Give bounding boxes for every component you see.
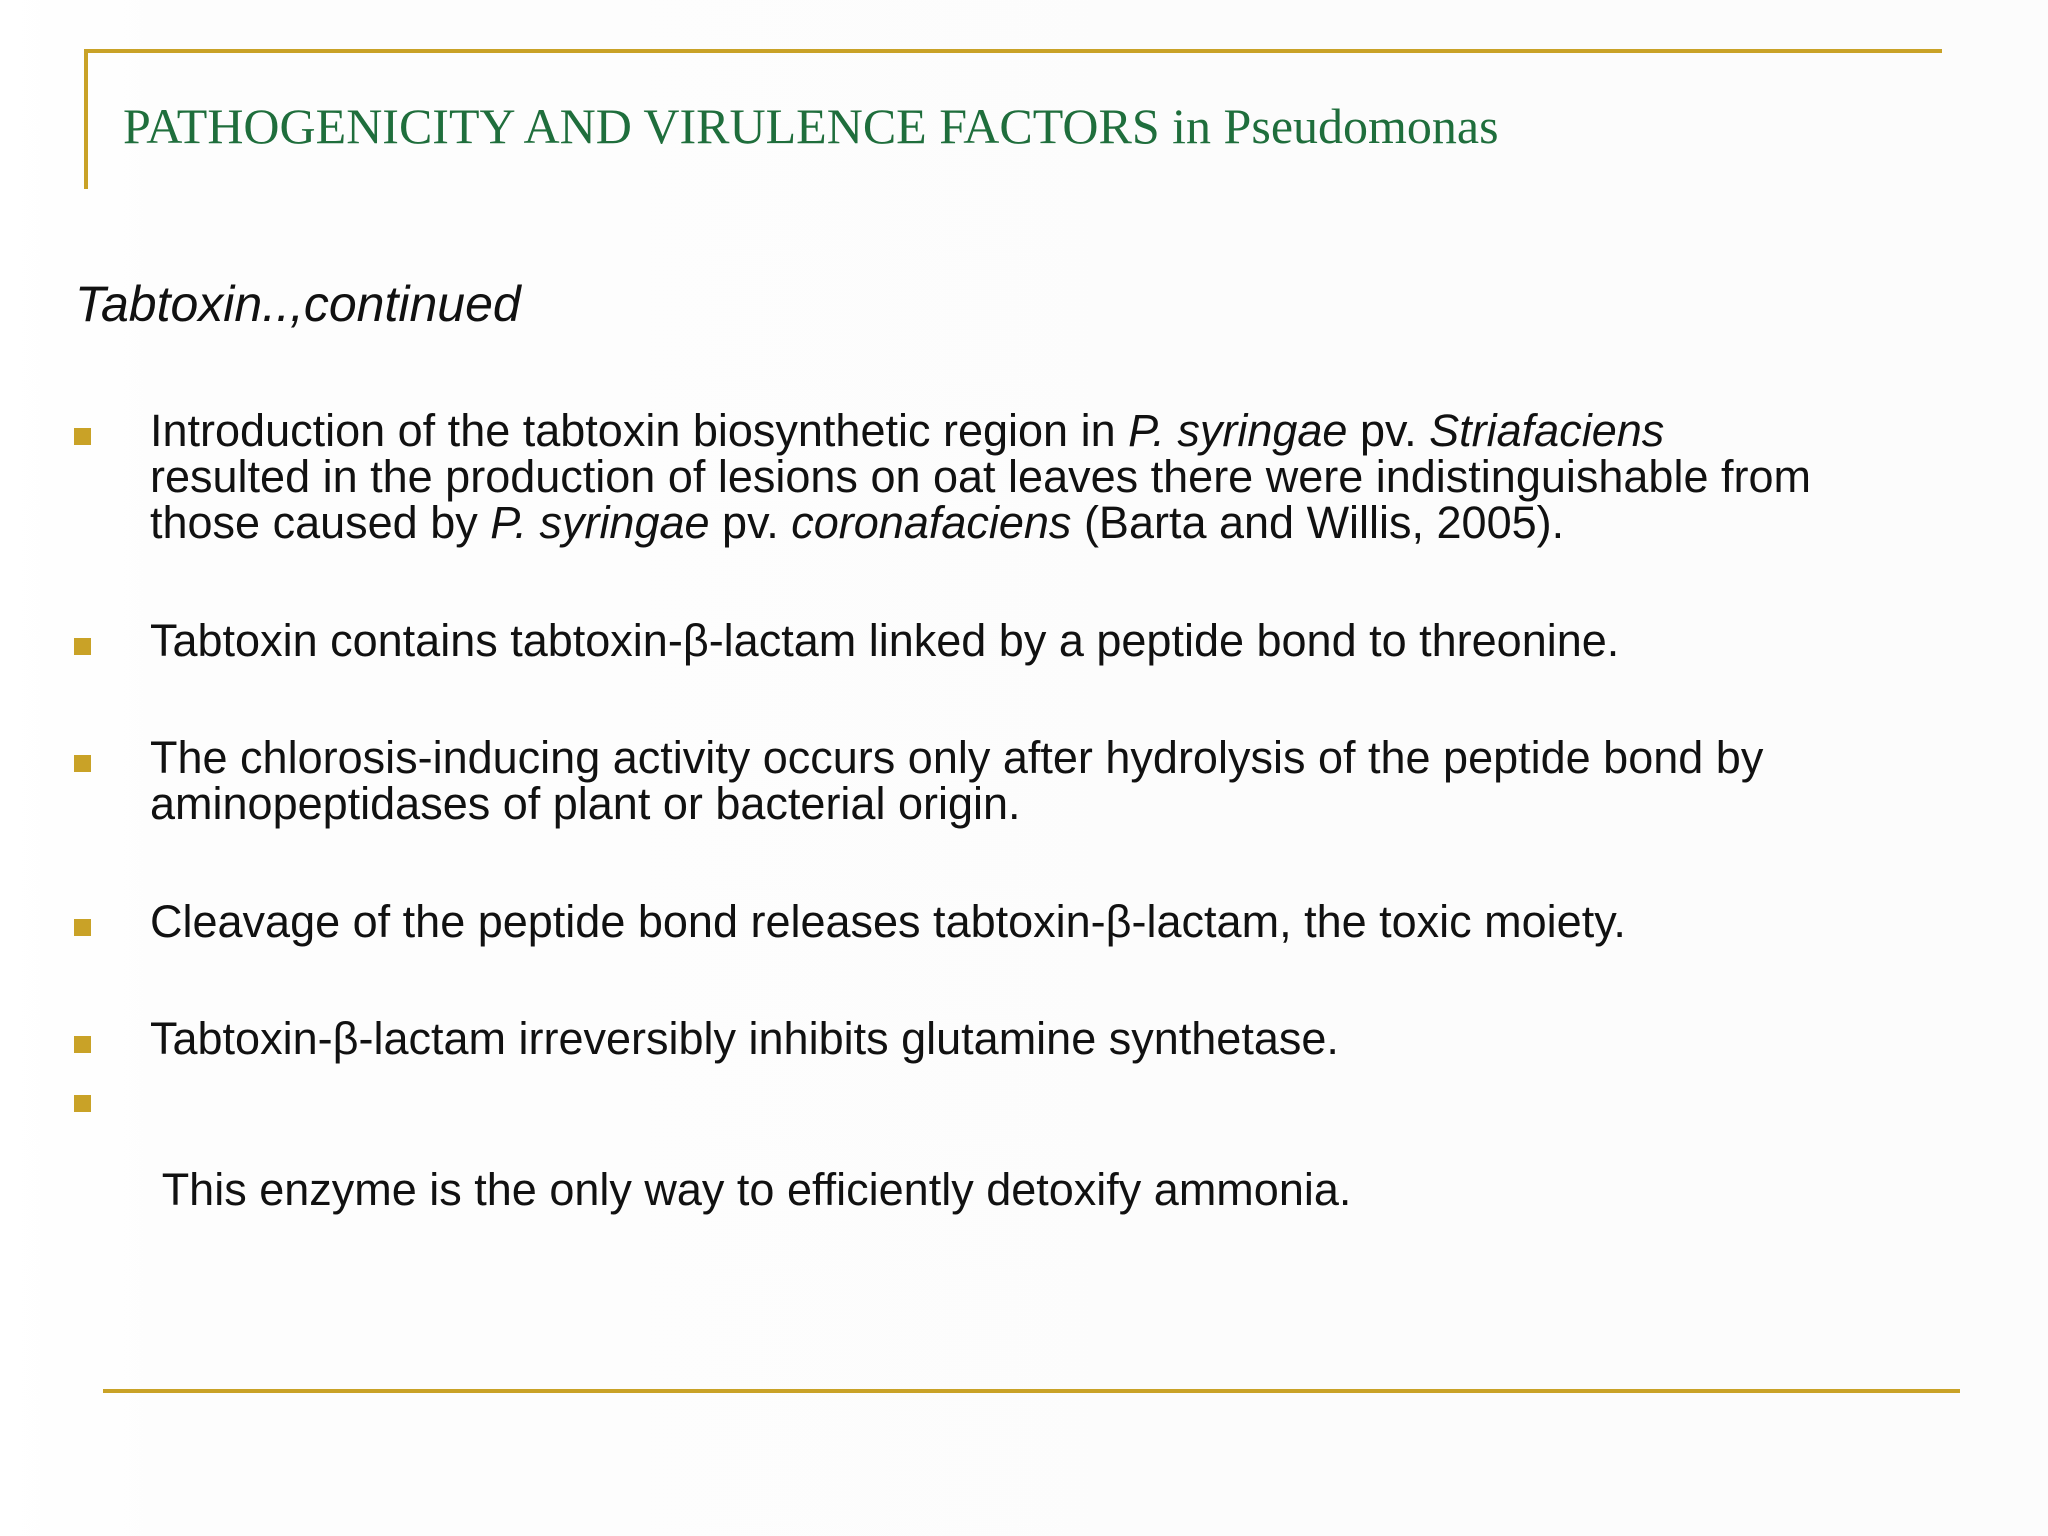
slide-subtitle: Tabtoxin..,continued bbox=[75, 276, 521, 332]
bullet-line bbox=[150, 497, 1980, 548]
text-run: Introduction of the tabtoxin biosynthetic region in bbox=[150, 405, 1129, 456]
text-run: those caused by bbox=[150, 497, 491, 548]
bullet-line: The chlorosis-inducing activity occurs only after hydrolysis of the peptide bond by bbox=[150, 732, 1764, 783]
species-name: P. syringae bbox=[1128, 405, 1348, 456]
text-run: pv. bbox=[709, 497, 792, 548]
square-bullet-icon bbox=[74, 428, 91, 445]
square-bullet-icon bbox=[74, 755, 91, 772]
bullet-line: Cleavage of the peptide bond releases tabtoxin-β-lactam, the toxic moiety. bbox=[150, 896, 1626, 947]
bullet-text bbox=[150, 1075, 1980, 1305]
bullet-text bbox=[150, 1013, 1980, 1064]
bullet-line: Tabtoxin-β-lactam irreversibly inhibits glutamine synthetase. bbox=[150, 1013, 1339, 1064]
bullet-text bbox=[150, 405, 1980, 548]
pathovar-name: coronafaciens bbox=[791, 497, 1072, 548]
bullet-line: This enzyme is the only way to efficiently detoxify ammonia. bbox=[150, 1164, 1352, 1215]
bullet-text bbox=[150, 615, 1980, 666]
bullet-line: Tabtoxin contains tabtoxin-β-lactam linked by a peptide bond to threonine. bbox=[150, 615, 1620, 666]
square-bullet-icon bbox=[74, 1036, 91, 1053]
bullet-line bbox=[150, 405, 1980, 456]
square-bullet-icon bbox=[74, 1095, 91, 1112]
footer-rule bbox=[103, 1389, 1960, 1393]
square-bullet-icon bbox=[74, 919, 91, 936]
square-bullet-icon bbox=[74, 638, 91, 655]
species-name: P. syringae bbox=[490, 497, 710, 548]
bullet-text bbox=[150, 732, 1980, 829]
citation: (Barta and Willis, 2005). bbox=[1071, 497, 1565, 548]
bullet-text bbox=[150, 896, 1980, 947]
slide-title: PATHOGENICITY AND VIRULENCE FACTORS in Pseudomonas bbox=[123, 98, 1499, 154]
bullet-line: resulted in the production of lesions on oat leaves there were indistinguishable from bbox=[150, 451, 1811, 502]
bullet-line: aminopeptidases of plant or bacterial origin. bbox=[150, 778, 1021, 829]
text-run: pv. bbox=[1347, 405, 1430, 456]
pathovar-name: Striafaciens bbox=[1429, 405, 1665, 456]
